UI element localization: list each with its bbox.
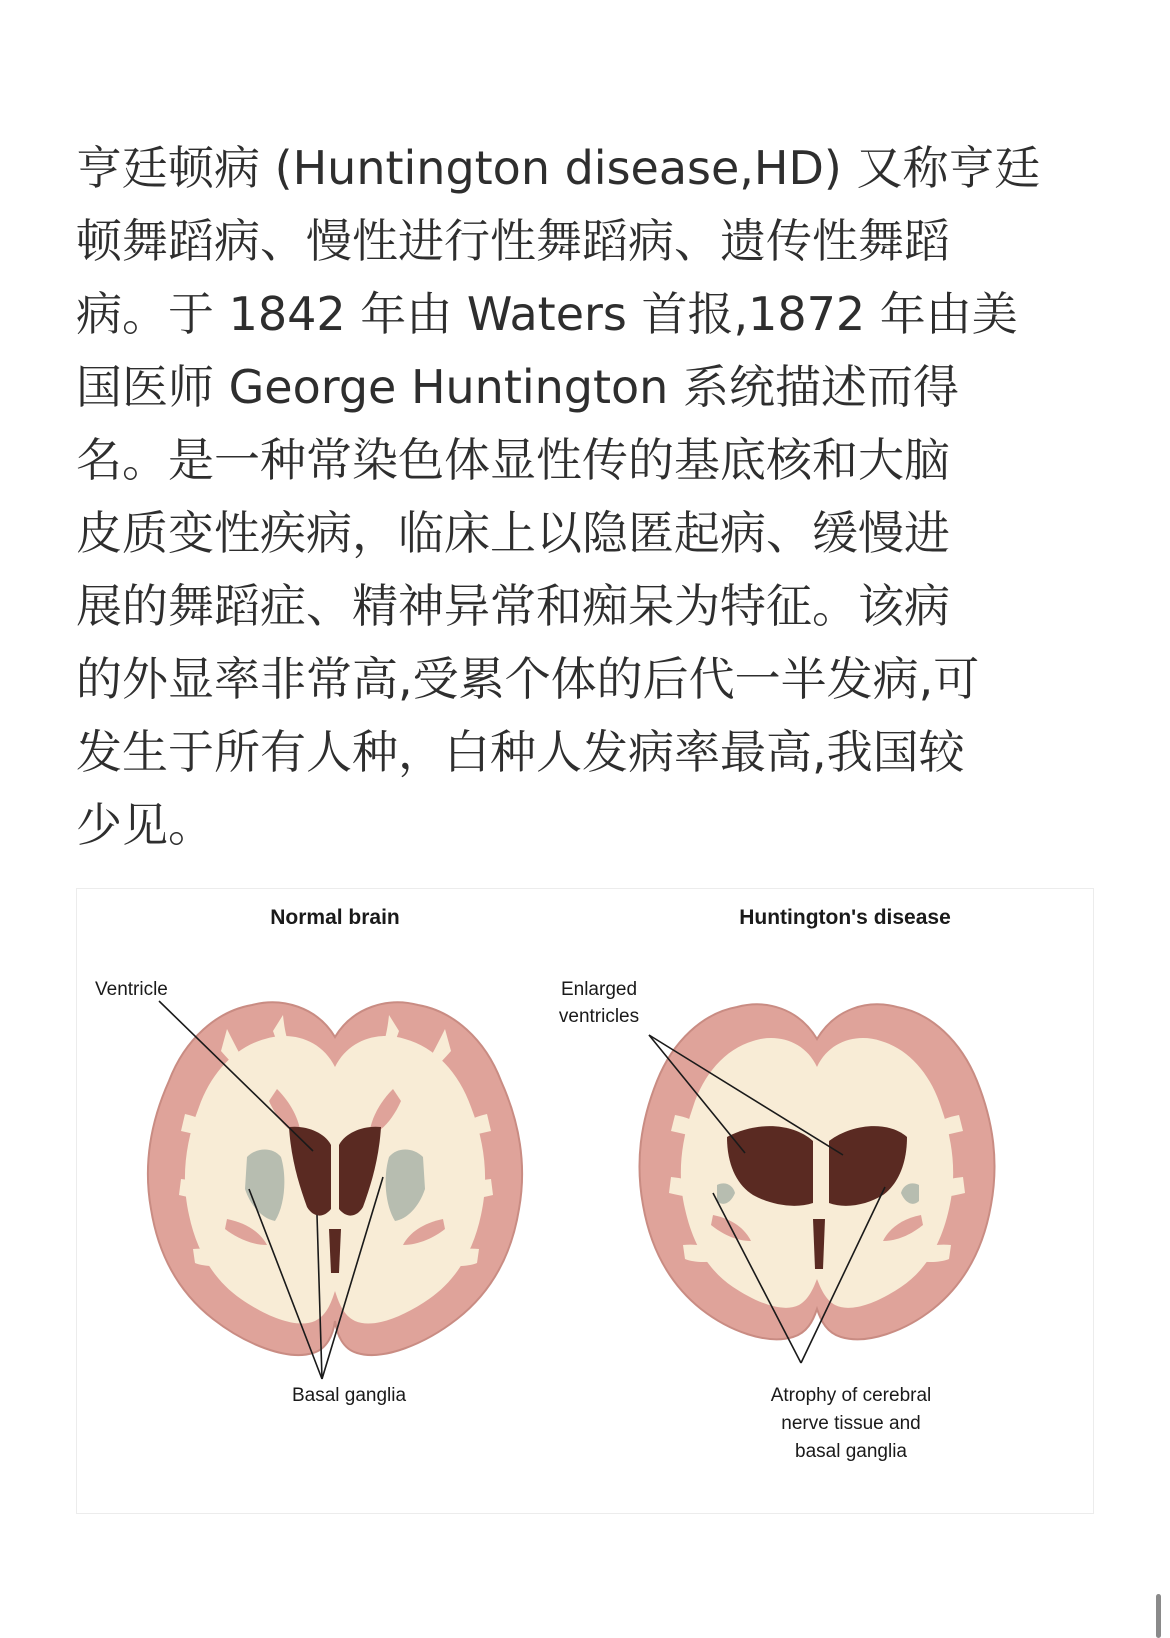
hd-brain-title: Huntington's disease bbox=[739, 906, 951, 929]
paragraph-line: 名。是一种常染色体显性传的基底核和大脑 bbox=[76, 433, 950, 487]
basal-ganglia-label: Basal ganglia bbox=[291, 1385, 407, 1406]
paragraph-line: 亨廷顿病 (Huntington disease,HD) 又称亨廷 bbox=[76, 141, 1041, 195]
hd-brain-drawing bbox=[559, 979, 995, 1462]
paragraph-line: 国医师 George Huntington 系统描述而得 bbox=[76, 360, 959, 414]
normal-brain-drawing bbox=[95, 979, 522, 1406]
paragraph-line: 皮质变性疾病，临床上以隐匿起病、缓慢进 bbox=[76, 506, 950, 560]
vertical-scrollbar[interactable] bbox=[1156, 1594, 1161, 1638]
atrophy-label-line2: nerve tissue and bbox=[781, 1413, 921, 1434]
brain-illustration bbox=[77, 889, 1093, 1513]
article-paragraph bbox=[76, 132, 1096, 862]
enlarged-ventricles-label-line2: ventricles bbox=[558, 1006, 640, 1027]
enlarged-ventricles-label-line1: Enlarged bbox=[560, 979, 638, 1000]
paragraph-line: 少见。 bbox=[76, 798, 214, 852]
atrophy-label-line1: Atrophy of cerebral bbox=[770, 1385, 932, 1406]
paragraph-line: 展的舞蹈症、精神异常和痴呆为特征。该病 bbox=[76, 579, 950, 633]
atrophy-label-line3: basal ganglia bbox=[795, 1441, 907, 1462]
paragraph-line: 的外显率非常高,受累个体的后代一半发病,可 bbox=[76, 652, 980, 706]
paragraph-line: 发生于所有人种，白种人发病率最高,我国较 bbox=[76, 725, 965, 779]
brain-comparison-figure bbox=[76, 888, 1094, 1514]
paragraph-line: 顿舞蹈病、慢性进行性舞蹈病、遗传性舞蹈 bbox=[76, 214, 950, 268]
normal-brain-title: Normal brain bbox=[270, 906, 400, 929]
paragraph-line: 病。于 1842 年由 Waters 首报,1872 年由美 bbox=[76, 287, 1018, 341]
ventricle-label: Ventricle bbox=[95, 979, 168, 1000]
